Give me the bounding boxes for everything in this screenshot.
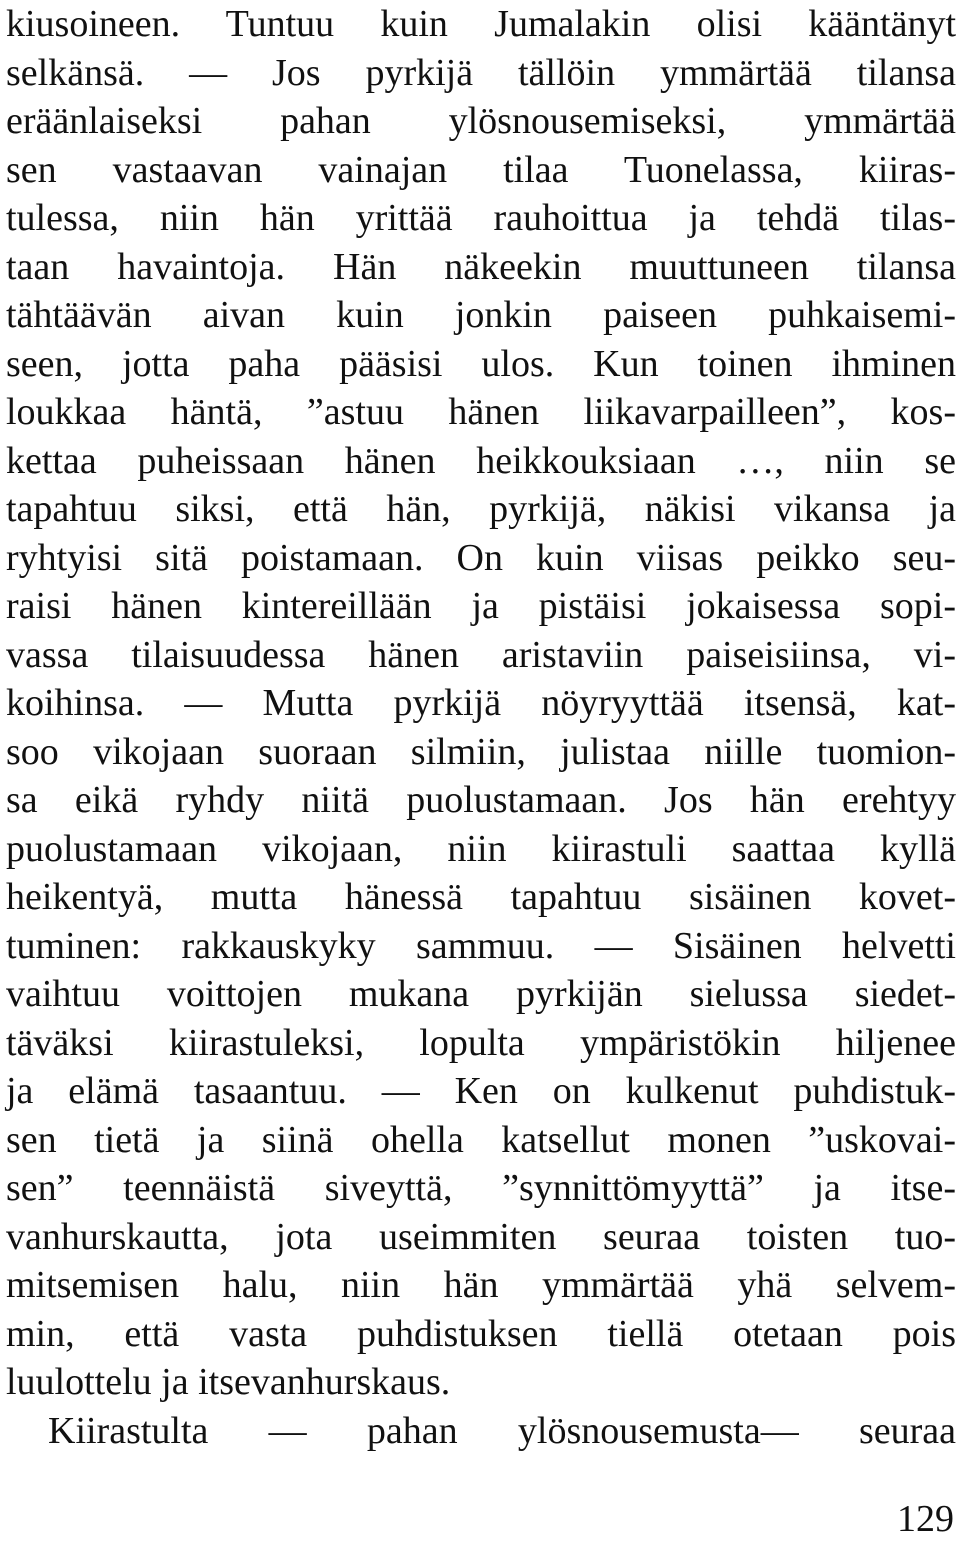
text-line: eräänlaiseksi pahan ylösnousemiseksi, ymmärtää — [6, 100, 956, 142]
text-line: tapahtuu siksi, että hän, pyrkijä, näkisi vikansa ja — [6, 488, 956, 530]
text-line: tuminen: rakkauskyky sammuu. — Sisäinen helvetti — [6, 924, 956, 967]
text-line: ja elämä tasaantuu. — Ken on kulkenut puhdistuk- — [6, 1070, 956, 1112]
text-line: kettaa puheissaan hänen heikkouksiaan …, niin se — [6, 439, 956, 482]
text-line: taan havaintoja. Hän näkeekin muuttuneen tilansa — [6, 245, 956, 288]
text-line: täväksi kiirastuleksi, lopulta ympäristökin hiljenee — [6, 1021, 956, 1064]
page-number: 129 — [897, 1498, 954, 1540]
text-line: puolustamaan vikojaan, niin kiirastuli saattaa kyllä — [6, 827, 956, 870]
text-line: heikentyä, mutta hänessä tapahtuu sisäinen kovet- — [6, 876, 956, 918]
text-line: ryhtyisi sitä poistamaan. On kuin viisas peikko seu- — [6, 536, 956, 579]
text-line: sa eikä ryhdy niitä puolustamaan. Jos hän erehtyy — [6, 779, 956, 821]
text-line: loukkaa häntä, ”astuu hänen liikavarpailleen”, kos- — [6, 391, 956, 433]
text-line: tähtäävän aivan kuin jonkin paiseen puhkaisemi- — [6, 294, 956, 336]
text-line: seen, jotta paha pääsisi ulos. Kun toinen ihminen — [6, 342, 956, 385]
text-line: vassa tilaisuudessa hänen aristaviin paiseisiinsa, vi- — [6, 633, 956, 676]
text-line: mitsemisen halu, niin hän ymmärtää yhä selvem- — [6, 1264, 956, 1306]
text-line: min, että vasta puhdistuksen tiellä otetaan pois — [6, 1312, 956, 1355]
text-line: kiusoineen. Tuntuu kuin Jumalakin olisi kääntänyt — [6, 3, 956, 45]
text-line-paragraph-start: Kiirastulta — pahan ylösnousemusta— seuraa — [48, 1409, 956, 1452]
text-line: koihinsa. — Mutta pyrkijä nöyryyttää itsensä, kat- — [6, 682, 956, 724]
text-line: sen tietä ja siinä ohella katsellut monen ”uskovai- — [6, 1118, 956, 1161]
text-line: vanhurskautta, jota useimmiten seuraa toisten tuo- — [6, 1215, 956, 1258]
text-line: sen vastaavan vainajan tilaa Tuonelassa, kiiras- — [6, 148, 956, 191]
text-line: selkänsä. — Jos pyrkijä tällöin ymmärtää tilansa — [6, 51, 956, 94]
text-line: tulessa, niin hän yrittää rauhoittua ja tehdä tilas- — [6, 197, 956, 239]
body-text — [6, 0, 956, 1455]
text-line: sen” teennäistä siveyttä, ”synnittömyyttä” ja itse- — [6, 1167, 956, 1209]
text-line: raisi hänen kintereillään ja pistäisi jokaisessa sopi- — [6, 585, 956, 627]
text-line-paragraph-end: luulottelu ja itsevanhurskaus. — [6, 1361, 451, 1403]
text-line: soo vikojaan suoraan silmiin, julistaa niille tuomion- — [6, 730, 956, 773]
text-line: vaihtuu voittojen mukana pyrkijän sielussa siedet- — [6, 973, 956, 1015]
